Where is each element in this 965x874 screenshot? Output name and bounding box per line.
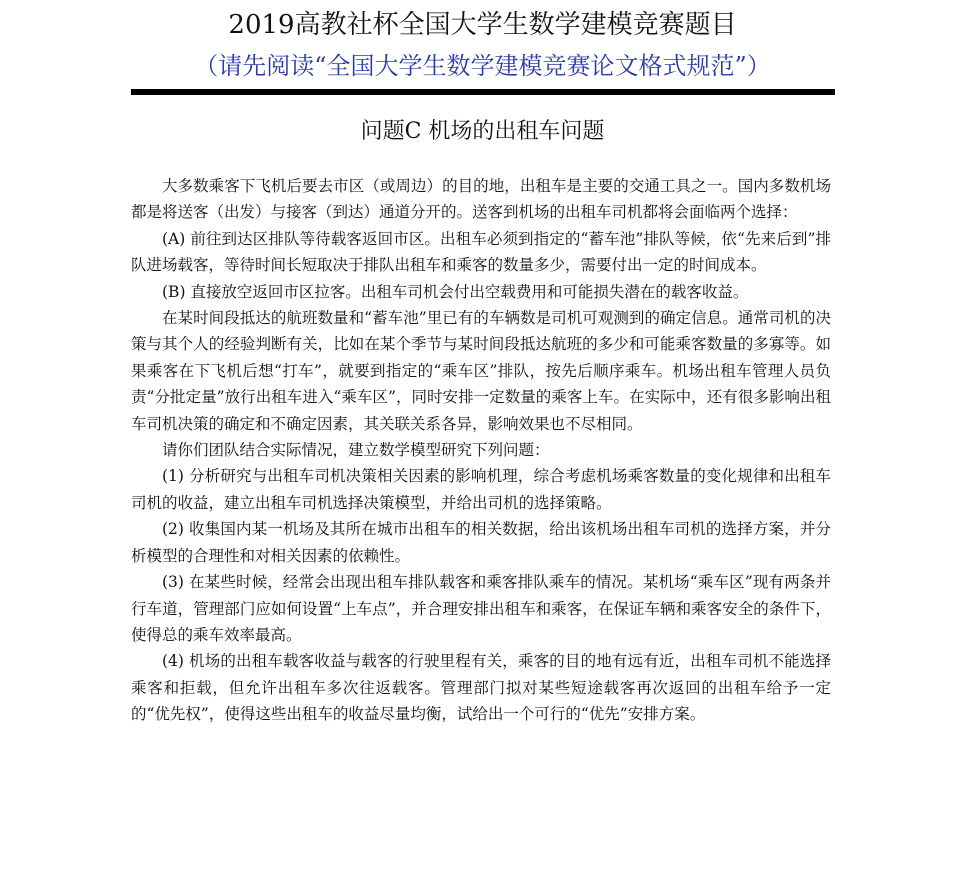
- problem-title: 问题C 机场的出租车问题: [360, 119, 605, 144]
- paragraph-question-1: (1) 分析研究与出租车司机决策相关因素的影响机理，综合考虑机场乘客数量的变化规律和出租车司机的收益，建立出租车司机选择决策模型，并给出司机的选择策略。: [131, 467, 831, 512]
- paragraph-option-b: (B) 直接放空返回市区拉客。出租车司机会付出空载费用和可能损失潜在的载客收益。: [162, 282, 749, 301]
- contest-subtitle: （请先阅读“全国大学生数学建模竞赛论文格式规范”）: [194, 52, 771, 80]
- paragraph-task-intro: 请你们团队结合实际情况，建立数学模型研究下列问题：: [162, 441, 550, 460]
- paragraph-option-a: (A) 前往到达区排队等待载客返回市区。出租车必须到指定的“蓄车池”排队等候，依“先来后到”排队进场载客，等待时间长短取决于排队出租车和乘客的数量多少，需要付出一定的时间成本。: [131, 229, 831, 275]
- problem-body: [131, 173, 831, 728]
- header-rule: [131, 89, 835, 95]
- paragraph-context: 在某时间段抵达的航班数量和“蓄车池”里已有的车辆数是司机可观测到的确定信息。通常司机的决策与其个人的经验判断有关，比如在某个季节与某时间段抵达航班的多少和可能乘客数量的多寡等。如果乘客在下飞机后想“打车”，就要到指定的“乘车区”排队，按先后顺序乘车。机场出租车管理人员负责“分批定量”放行出租车进入“乘车区”，同时安排一定数量的乘客上车。在实际中，还有很多影响出租车司机决策的确定和不确定因素，其关联关系各异，影响效果也不尽相同。: [131, 309, 831, 433]
- paragraph-question-2: (2) 收集国内某一机场及其所在城市出租车的相关数据，给出该机场出租车司机的选择方案，并分析模型的合理性和对相关因素的依赖性。: [131, 520, 831, 565]
- paragraph-question-4: (4) 机场的出租车载客收益与载客的行驶里程有关，乘客的目的地有远有近，出租车司机不能选择乘客和拒载，但允许出租车多次往返载客。管理部门拟对某些短途载客再次返回的出租车给予一定的“优先权”，使得这些出租车的收益尽量均衡，试给出一个可行的“优先”安排方案。: [131, 652, 831, 724]
- paragraph-intro: 大多数乘客下飞机后要去市区（或周边）的目的地，出租车是主要的交通工具之一。国内多数机场都是将送客（出发）与接客（到达）通道分开的。送客到机场的出租车司机都将会面临两个选择：: [131, 177, 831, 222]
- contest-title: 2019高教社杯全国大学生数学建模竞赛题目: [228, 10, 737, 40]
- paragraph-question-3: (3) 在某些时候，经常会出现出租车排队载客和乘客排队乘车的情况。某机场“乘车区”现有两条并行车道，管理部门应如何设置“上车点”，并合理安排出租车和乘客，在保证车辆和乘客安全的条件下，使得总的乘车效率最高。: [131, 573, 831, 644]
